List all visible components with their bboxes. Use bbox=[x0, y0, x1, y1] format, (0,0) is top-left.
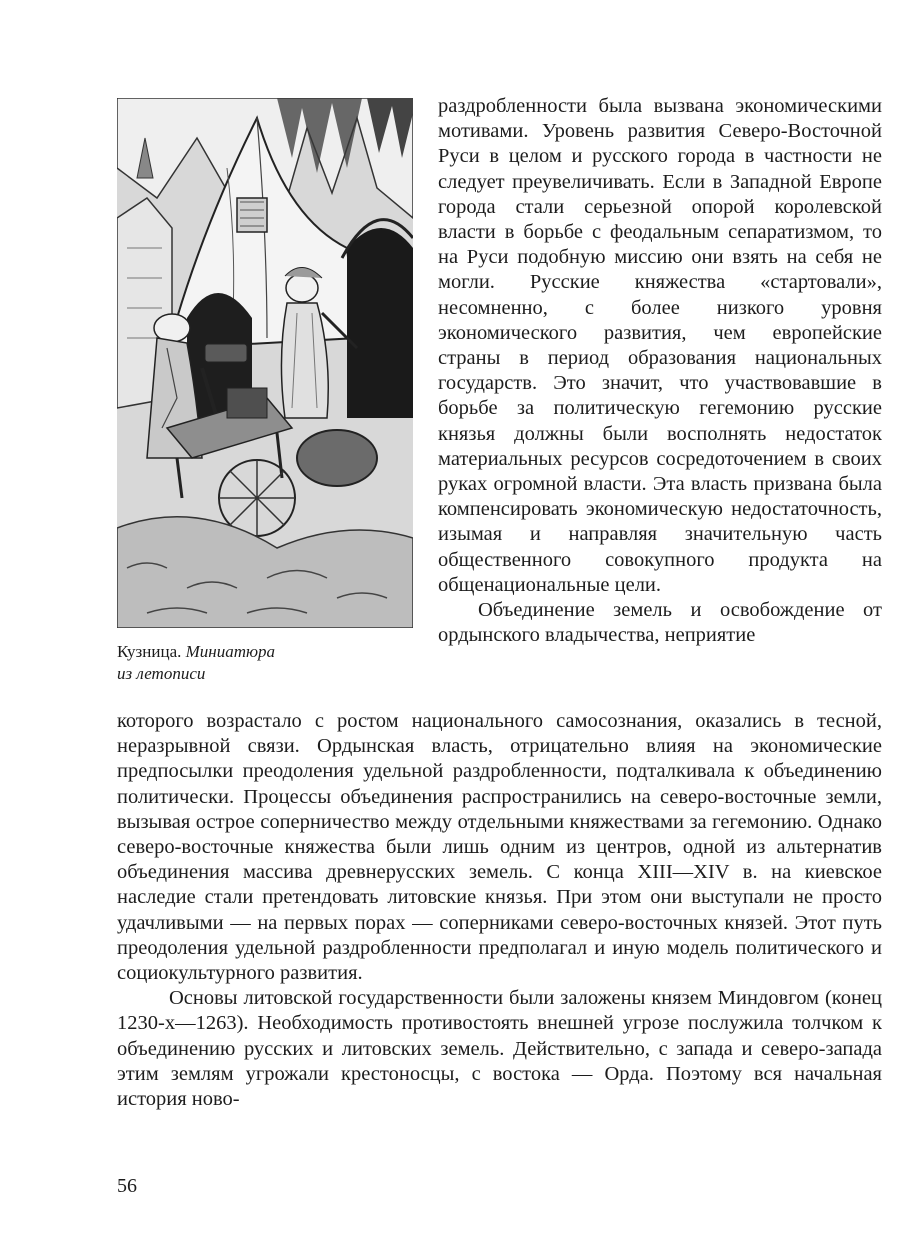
caption-title: Кузница. bbox=[117, 642, 186, 661]
caption-description-line-1: Миниатюра bbox=[185, 642, 275, 661]
caption-description-line-2: из летописи bbox=[117, 664, 206, 683]
forge-miniature-illustration bbox=[117, 98, 413, 628]
paragraph-economic-motives: раздробленности была вызвана экономическими мотивами. Уровень развития Северо-Восточной Руси в целом и русского города в частности не следует преувеличивать. Если в Западной Европе города стали серьезной опорой королевской власти в борьбе с феодальным сепаратизмом, то на Руси подобную миссию они взять на себя не могли. Русские княжества «стартовали», несомненно, с более низкого уровня экономического развития, чем европейские страны в период образования национальных государств. Это значит, что участвовавшие в борьбе за политическую гегемонию русские князья должны были восполнять недостаток материальных ресурсов сосредоточением в своих руках огромной власти. Эта власть призвана была компенсировать экономическую недостаточность, изымая и направляя значительную часть общественного совокупного продукта на общенациональные цели. bbox=[438, 95, 882, 596]
paragraph-lithuanian-statehood: Основы литовской государственности были заложены князем Миндовгом (конец 1230-х—1263). Необходимость противостоять внешней угрозе послужила толчком к объединению русских и литовских земель. Действительно, с запада и северо-запада этим землям угрожали крестоносцы, с востока — Орда. Поэтому вся начальная история ново- bbox=[117, 987, 882, 1111]
figure-caption bbox=[117, 641, 417, 685]
paragraph-unification-continued: которого возрастало с ростом национального самосознания, оказались в тесной, неразрывной связи. Ордынская власть, отрицательно влияя на экономические предпосылки преодоления удельной раздробленности, подталкивала к объединению политически. Процессы объединения распространились на северо-восточные земли, вызывая острое соперничество между отдельными княжествами за гегемонию. Однако северо-восточные княжества были лишь одним из центров, одной из альтернатив объединения массива древнерусских земель. С конца XIII—XIV в. на киевское наследие стали претендовать литовские князья. При этом они выступали не просто удачливыми — на первых порах — соперниками северо-восточных князей. Этот путь преодоления удельной раздробленности предполагал и иную модель политического и социокультурного развития. bbox=[117, 710, 882, 985]
text-column-right bbox=[438, 94, 882, 648]
page-number: 56 bbox=[117, 1175, 137, 1197]
text-body-full-width bbox=[117, 709, 882, 1112]
paragraph-unification-start: Объединение земель и освобождение от ордынского владычества, неприятие bbox=[438, 599, 882, 647]
